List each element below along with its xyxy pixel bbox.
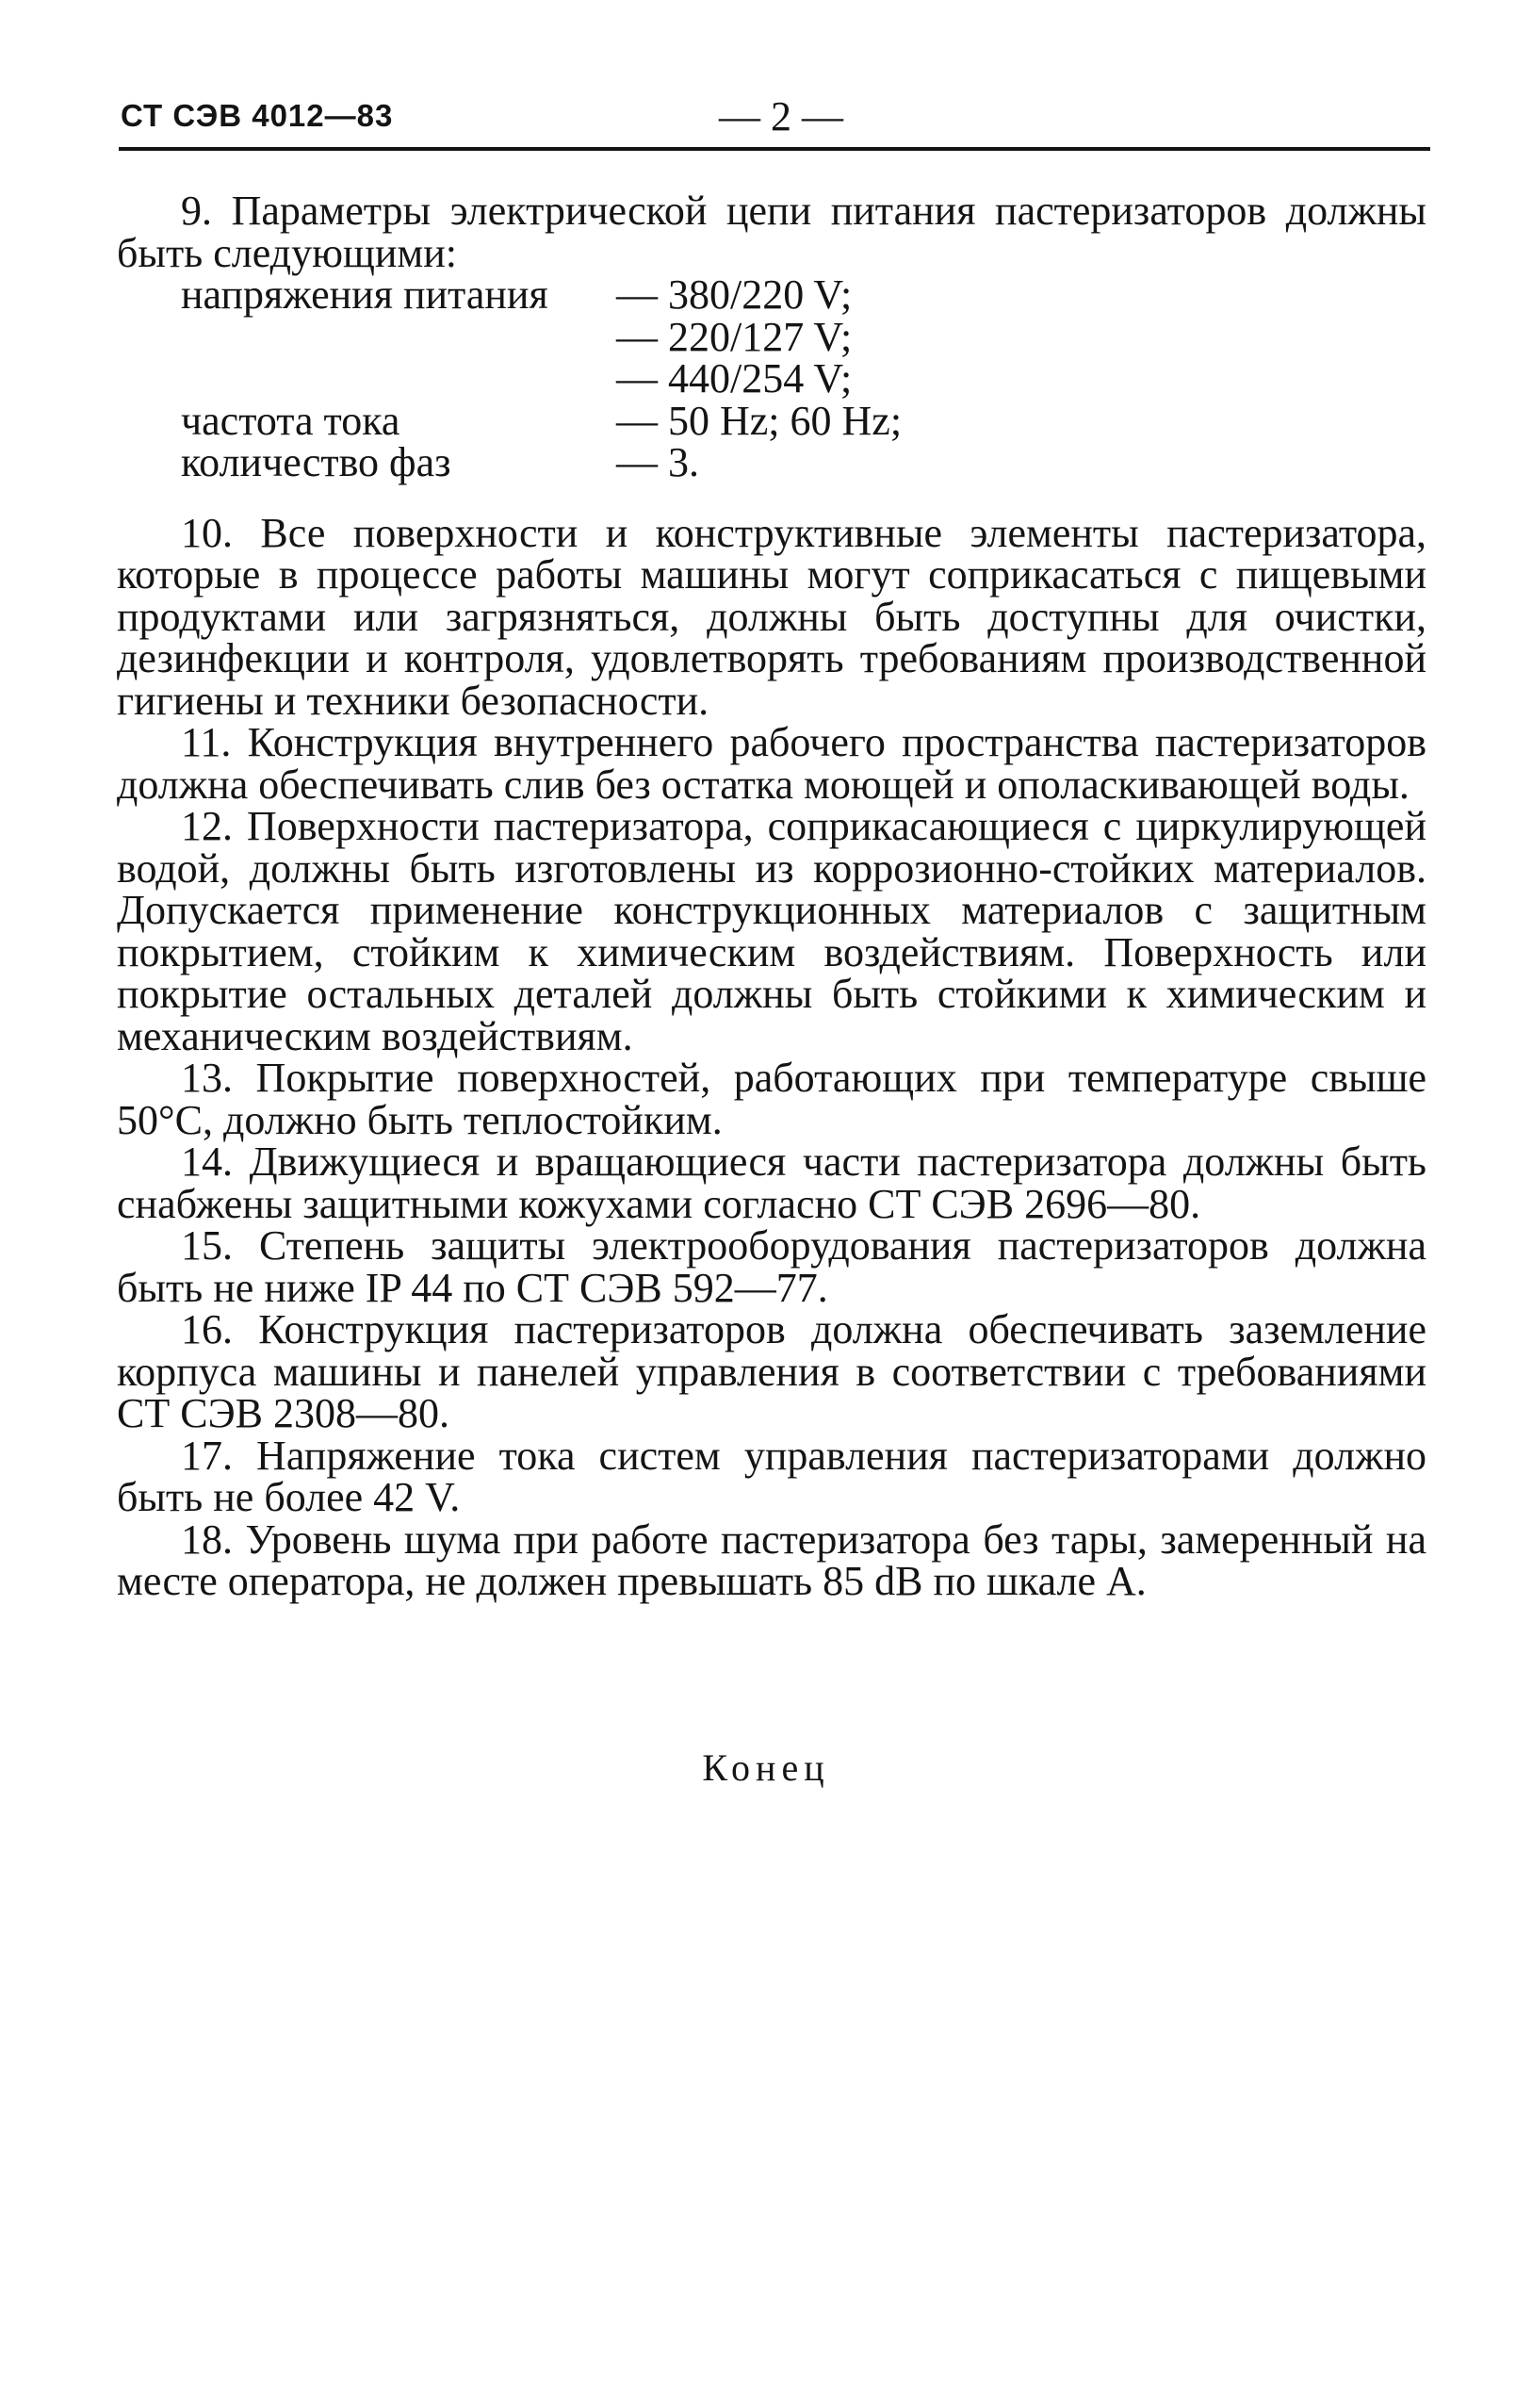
paragraph-18: 18. Уровень шума при работе пастеризатора без тары, замеренный на месте оператора, не должен превышать 85 dB по шкале А. bbox=[117, 1515, 1426, 1604]
paragraph-13: 13. Покрытие поверхностей, работающих при температуре свыше 50°С, должно быть теплостойким. bbox=[117, 1055, 1426, 1143]
document-body bbox=[117, 190, 1426, 1603]
param-value: — 380/220 V; bbox=[616, 271, 853, 318]
section-9 bbox=[117, 190, 1426, 484]
param-row bbox=[181, 401, 902, 443]
paragraph-16: 16. Конструкция пастеризаторов должна обеспечивать заземление корпуса машины и панелей управления в соответствии с требованиями СТ СЭВ 2308—80. bbox=[117, 1306, 1426, 1436]
paragraph-11: 11. Конструкция внутреннего рабочего пространства пастеризаторов должна обеспечивать слив без остатка моющей и ополаскивающей воды. bbox=[117, 719, 1426, 808]
section-9-intro: 9. Параметры электрической цепи питания пастеризаторов должны быть следующими: bbox=[117, 188, 1426, 276]
param-value: — 220/127 V; bbox=[616, 313, 853, 360]
paragraph-17: 17. Напряжение тока систем управления пастеризаторами должно быть не более 42 V. bbox=[117, 1432, 1426, 1520]
param-row bbox=[181, 358, 902, 401]
param-name: частота тока bbox=[181, 397, 400, 444]
param-value: — 3. bbox=[616, 439, 699, 485]
paragraph-15: 15. Степень защиты электрооборудования пастеризаторов должна быть не ниже IP 44 по СТ СЭВ 592—77. bbox=[117, 1222, 1426, 1311]
paragraph-10: 10. Все поверхности и конструктивные элементы пастеризатора, которые в процессе работы машины могут соприкасаться с пищевыми продуктами или загрязняться, должны быть доступны для очистки, дезинфекции и контроля, удовлетворять требованиям производственной гигиены и техники безопасности. bbox=[117, 509, 1426, 724]
paragraph-12: 12. Поверхности пастеризатора, соприкасающиеся с циркулирующей водой, должны быть изготовлены из коррозионно-стойких материалов. Допускается применение конструкционных материалов с защитным покрытием, стойким к химическим воздействиям. Поверхность или покрытие остальных деталей должны быть стойкими к химическим и механическим воздействиям. bbox=[117, 803, 1426, 1059]
param-value: — 440/254 V; bbox=[616, 355, 853, 401]
param-row bbox=[181, 317, 902, 359]
page-header bbox=[121, 92, 1426, 149]
standard-code: СТ СЭВ 4012—83 bbox=[121, 98, 394, 133]
page-number: — 2 — bbox=[719, 93, 843, 139]
param-row bbox=[181, 274, 902, 317]
param-value: — 50 Hz; 60 Hz; bbox=[616, 397, 903, 444]
end-marker: Конец bbox=[702, 1746, 830, 1789]
param-name: количество фаз bbox=[181, 439, 451, 485]
paragraph-14: 14. Движущиеся и вращающиеся части пастеризатора должны быть снабжены защитными кожухами согласно СТ СЭВ 2696—80. bbox=[117, 1138, 1426, 1227]
power-parameters-table bbox=[181, 271, 903, 485]
header-divider bbox=[119, 147, 1430, 151]
param-name bbox=[181, 317, 616, 359]
param-name: напряжения питания bbox=[181, 271, 548, 318]
param-name bbox=[181, 358, 616, 401]
param-row bbox=[181, 442, 902, 484]
